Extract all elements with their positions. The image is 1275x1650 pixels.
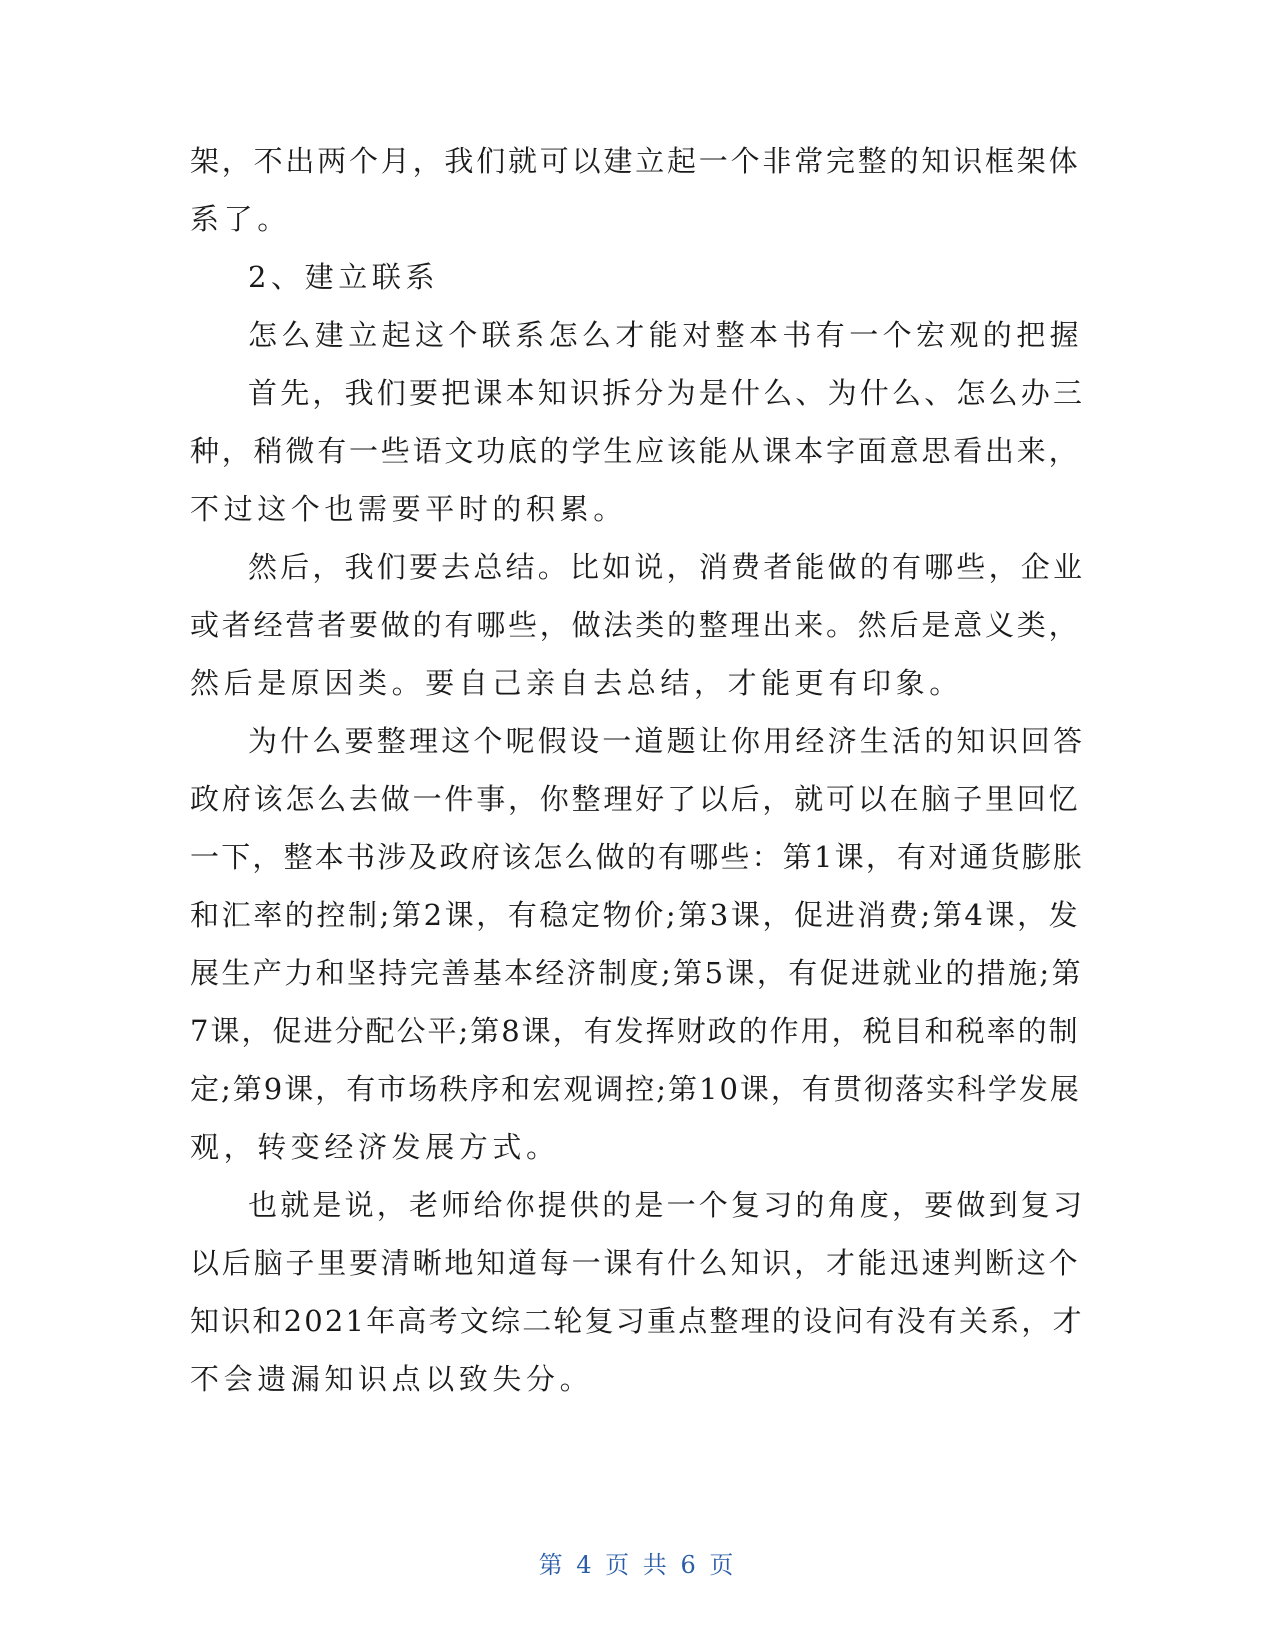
section-heading: 2、建立联系 [248,260,440,294]
body-line: 或者经营者要做的有哪些，做法类的整理出来。然后是意义类， [190,608,1081,642]
body-line: 种，稍微有一些语文功底的学生应该能从课本字面意思看出来， [190,434,1081,468]
body-line: 不会遗漏知识点以致失分。 [190,1362,594,1396]
page-number-footer: 第 4 页 共 6 页 [538,1551,737,1579]
body-line: 观，转变经济发展方式。 [190,1130,560,1164]
body-line: 然后，我们要去总结。比如说，消费者能做的有哪些，企业 [248,550,1086,584]
body-line: 也就是说，老师给你提供的是一个复习的角度，要做到复习 [248,1188,1086,1222]
body-line: 以后脑子里要清晰地知道每一课有什么知识，才能迅速判断这个 [190,1246,1081,1280]
body-line: 7课，促进分配公平;第8课，有发挥财政的作用，税目和税率的制 [190,1014,1080,1048]
body-line: 怎么建立起这个联系怎么才能对整本书有一个宏观的把握 [248,318,1084,352]
body-line: 然后是原因类。要自己亲自去总结，才能更有印象。 [190,666,963,700]
body-line: 政府该怎么去做一件事，你整理好了以后，就可以在脑子里回忆 [190,782,1081,816]
body-line: 和汇率的控制;第2课，有稳定物价;第3课，促进消费;第4课，发 [190,898,1081,932]
body-line: 知识和2021年高考文综二轮复习重点整理的设问有没有关系，才 [190,1304,1084,1338]
body-line: 一下，整本书涉及政府该怎么做的有哪些：第1课，有对通货膨胀 [190,840,1085,874]
body-line: 展生产力和坚持完善基本经济制度;第5课，有促进就业的措施;第 [190,956,1083,990]
body-line: 系了。 [190,202,291,236]
body-line: 架，不出两个月，我们就可以建立起一个非常完整的知识框架体 [190,144,1081,178]
body-line: 首先，我们要把课本知识拆分为是什么、为什么、怎么办三 [248,376,1086,410]
body-line: 为什么要整理这个呢假设一道题让你用经济生活的知识回答 [248,724,1086,758]
body-line: 定;第9课，有市场秩序和宏观调控;第10课，有贯彻落实科学发展 [190,1072,1081,1106]
body-line: 不过这个也需要平时的积累。 [190,492,627,526]
